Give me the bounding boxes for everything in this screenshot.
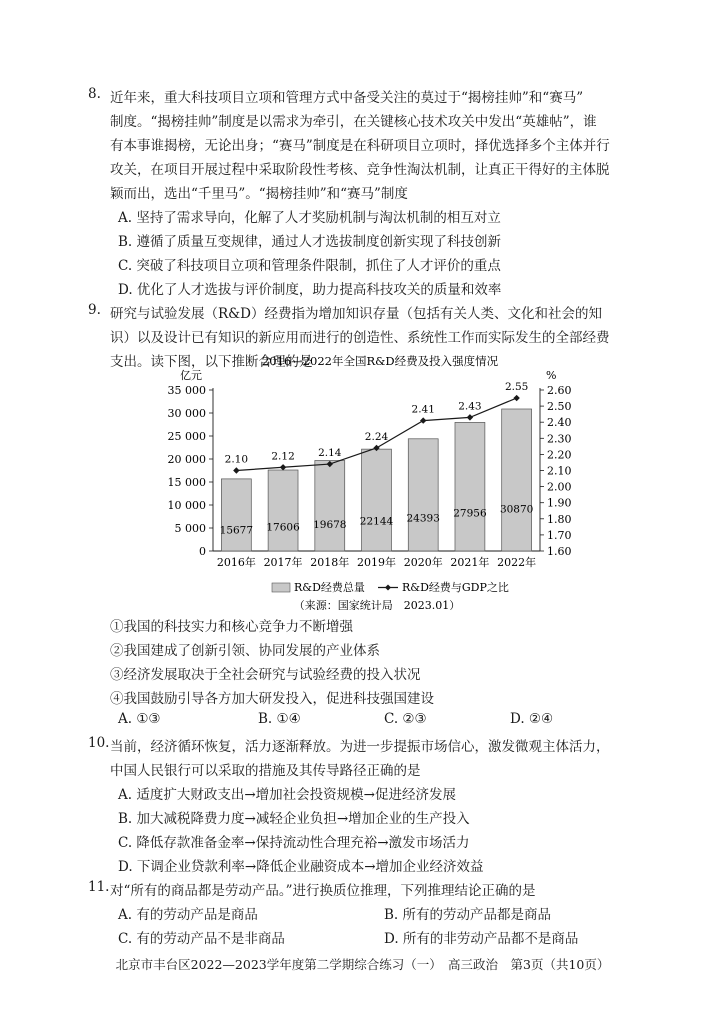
x-tick-label: 2022年 <box>497 556 537 569</box>
question-text-line: 颖而出，选出“千里马”。“揭榜挂帅”和“赛马”制度 <box>110 186 408 202</box>
bar-value-label: 15677 <box>219 524 254 537</box>
rd-chart <box>0 350 725 610</box>
question-number: 9. <box>88 302 101 318</box>
y-right-tick-label: 2.20 <box>547 448 572 462</box>
y-left-tick-label: 20 000 <box>167 453 206 466</box>
question-text-line: 当前，经济循环恢复，活力逐渐释放。为进一步提振市场信心，激发微观主体活力， <box>110 739 610 755</box>
ratio-point <box>280 464 286 470</box>
y-left-unit: 亿元 <box>180 369 202 382</box>
ratio-value-label: 2.55 <box>504 381 529 394</box>
statement-1: ①我国的科技实力和核心竞争力不断增强 <box>110 619 353 635</box>
chart-title: 2016—2022年全国R&D经费及投入强度情况 <box>261 354 499 368</box>
option-c: C. 突破了科技项目立项和管理条件限制，抓住了人才评价的重点 <box>118 258 501 274</box>
bar <box>499 409 534 551</box>
bar <box>455 422 485 551</box>
question-text-line: 支出。读下图，以下推断合理的是 <box>110 354 313 370</box>
legend-bar-label: R&D经费总量 <box>294 581 365 594</box>
ratio-point <box>420 417 426 423</box>
option-c: C. 降低存款准备金率→保持流动性合理充裕→激发市场活力 <box>118 835 470 851</box>
y-right-unit: % <box>546 369 557 382</box>
y-left-tick-label: 0 <box>199 545 206 558</box>
option-a: A. ①③ <box>118 711 161 727</box>
question-text-line: 攻关，在项目开展过程中采取阶段性考核、竞争性淘汰机制，让真正干得好的主体脱 <box>110 162 610 178</box>
y-left-tick-label: 25 000 <box>167 430 206 443</box>
statement-2: ②我国建成了创新引领、协同发展的产业体系 <box>110 643 380 659</box>
bar-value-label: 22144 <box>359 515 394 528</box>
y-left-tick-label: 35 000 <box>167 384 206 397</box>
y-left-tick-label: 10 000 <box>167 499 206 512</box>
y-left-tick-label: 15 000 <box>167 476 206 489</box>
option-d: D. 所有的非劳动产品都不是商品 <box>384 931 579 947</box>
x-tick-label: 2017年 <box>263 556 303 569</box>
statement-3: ③经济发展取决于全社会研究与试验经费的投入状况 <box>110 667 421 683</box>
y-right-tick-label: 1.90 <box>547 496 572 510</box>
y-right-tick-label: 2.60 <box>547 384 572 397</box>
chart-source: （来源：国家统计局 2023.01） <box>293 599 461 610</box>
option-d: D. ②④ <box>510 711 554 727</box>
legend-line-marker <box>385 585 391 591</box>
option-a: A. 坚持了需求导向，化解了人才奖励机制与淘汰机制的相互对立 <box>118 210 501 226</box>
ratio-value-label: 2.24 <box>364 430 389 443</box>
x-tick-label: 2016年 <box>216 556 256 569</box>
ratio-value-label: 2.14 <box>318 447 342 460</box>
ratio-point <box>233 467 239 473</box>
ratio-point <box>467 414 473 420</box>
y-right-tick-label: 2.30 <box>547 432 572 446</box>
option-b: B. ①④ <box>258 711 301 727</box>
y-right-tick-label: 1.60 <box>547 545 572 558</box>
question-text-line: 近年来，重大科技项目立项和管理方式中备受关注的莫过于“揭榜挂帅”和“赛马” <box>110 90 584 106</box>
option-b: B. 所有的劳动产品都是商品 <box>384 907 552 923</box>
bar <box>359 449 394 551</box>
bar-value-label: 27956 <box>453 507 487 520</box>
x-tick-label: 2021年 <box>450 556 490 569</box>
question-text-line: 有本事谁揭榜，无论出身；“赛马”制度是在科研项目立项时，择优选择多个主体并行 <box>110 138 610 154</box>
bar <box>268 470 298 551</box>
question-text-line: 识）以及设计已有知识的新应用而进行的创造性、系统性工作而实际发生的全部经费 <box>110 330 610 346</box>
option-a: A. 有的劳动产品是商品 <box>118 907 258 923</box>
y-right-tick-label: 1.70 <box>547 528 572 542</box>
y-left-tick-label: 5 000 <box>174 522 206 535</box>
question-number: 8. <box>88 86 101 102</box>
page-footer: 北京市丰台区2022—2023学年度第二学期综合练习（一） 高三政治 第3页（共10页） <box>115 957 610 972</box>
option-b: B. 遵循了质量互变规律，通过人才选拔制度创新实现了科技创新 <box>118 234 502 250</box>
y-right-tick-label: 2.40 <box>547 416 572 430</box>
ratio-point <box>513 395 519 401</box>
question-number: 11. <box>88 879 110 895</box>
bar <box>408 439 438 551</box>
bar-value-label: 19678 <box>313 518 347 531</box>
question-text-line: 中国人民银行可以采取的措施及其传导路径正确的是 <box>110 763 421 779</box>
option-d: D. 优化了人才选拔与评价制度，助力提高科技攻关的质量和效率 <box>118 282 502 298</box>
question-text-line: 对“所有的商品都是劳动产品。”进行换质位推理，下列推理结论正确的是 <box>110 883 536 899</box>
legend-bar-swatch <box>272 583 290 592</box>
legend-line-label: R&D经费与GDP之比 <box>402 581 509 594</box>
x-tick-label: 2020年 <box>403 556 443 569</box>
y-right-tick-label: 2.00 <box>547 480 572 494</box>
bar-value-label: 30870 <box>499 503 534 516</box>
ratio-value-label: 2.12 <box>271 450 295 463</box>
question-number: 10. <box>88 735 110 751</box>
x-tick-label: 2019年 <box>357 556 396 569</box>
option-d: D. 下调企业贷款利率→降低企业融资成本→增加企业经济效益 <box>118 859 484 875</box>
y-right-tick-label: 2.50 <box>547 400 572 414</box>
statement-4: ④我国鼓励引导各方加大研发投入，促进科技强国建设 <box>110 691 434 707</box>
question-text-line: 制度。“揭榜挂帅”制度是以需求为牵引，在关键核心技术攻关中发出“英雄帖”，谁 <box>110 114 597 130</box>
ratio-value-label: 2.10 <box>224 453 249 466</box>
y-left-tick-label: 30 000 <box>167 407 206 420</box>
option-c: C. 有的劳动产品不是非商品 <box>118 931 285 947</box>
option-c: C. ②③ <box>384 711 427 727</box>
option-a: A. 适度扩大财政支出→增加社会投资规模→促进经济发展 <box>118 787 456 803</box>
question-text-line: 研究与试验发展（R&D）经费指为增加知识存量（包括有关人类、文化和社会的知 <box>110 306 603 322</box>
bar <box>219 479 254 551</box>
bar-value-label: 24393 <box>406 512 440 525</box>
bar-value-label: 17606 <box>266 521 300 534</box>
bar <box>315 460 345 551</box>
option-b: B. 加大减税降费力度→减轻企业负担→增加企业的生产投入 <box>118 811 470 827</box>
ratio-value-label: 2.43 <box>458 400 482 413</box>
y-right-tick-label: 2.10 <box>547 464 572 478</box>
x-tick-label: 2018年 <box>310 556 350 569</box>
ratio-value-label: 2.41 <box>411 403 435 416</box>
y-right-tick-label: 1.80 <box>547 512 572 526</box>
